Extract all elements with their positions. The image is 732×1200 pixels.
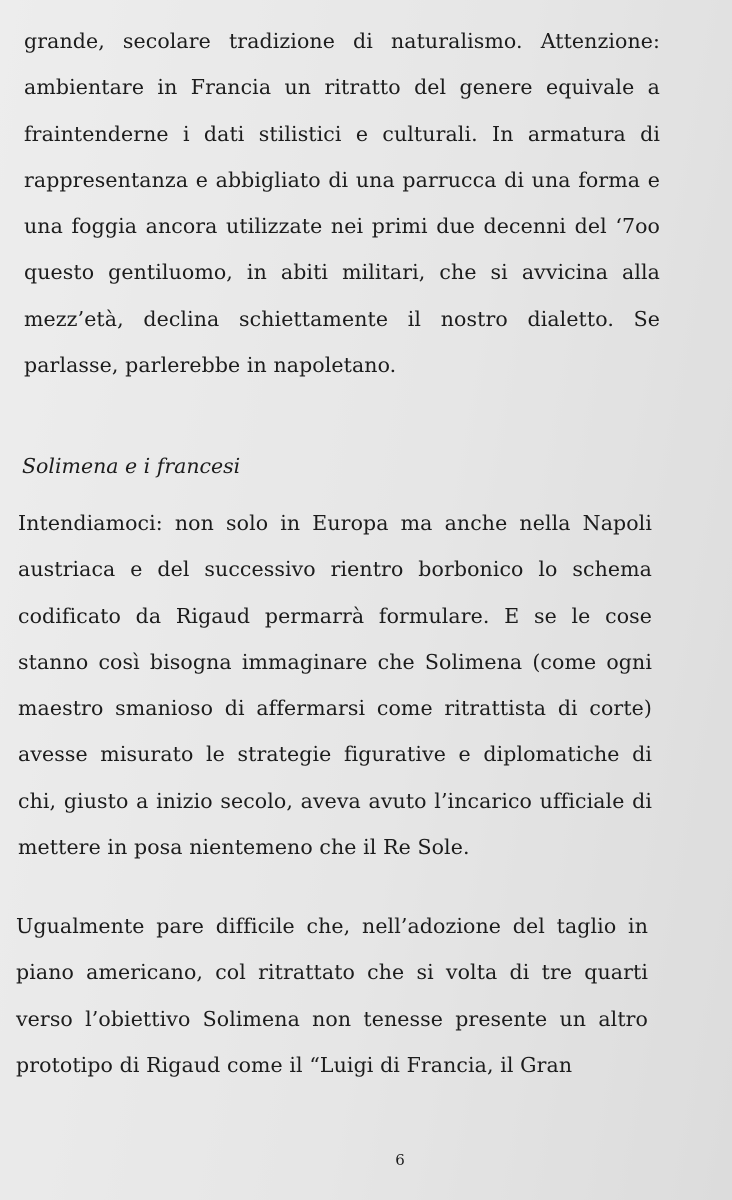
body-paragraph: Ugualmente pare difficile che, nell’adozione del taglio in piano americano, col ritrattato che si volta di tre quarti verso l’obiettivo Solimena non tenesse presente un altro prototipo di Rigaud come il “Luigi di Francia, il Gran [16, 914, 648, 1077]
section-heading: Solimena e i francesi [22, 454, 241, 478]
page-number: 6 [395, 1151, 405, 1169]
body-paragraph: grande, secolare tradizione di naturalismo. Attenzione: ambientare in Francia un ritratto del genere equivale a fraintenderne i dati stilistici e culturali. In armatura di rappresentanza e abbigliato di una parrucca di una forma e una foggia ancora utilizzate nei primi due decenni del ‘7oo questo gentiluomo, in abiti militari, che si avvicina alla mezz’età, declina schiettamente il nostro dialetto. Se parlasse, parlerebbe in napoletano. [24, 29, 660, 378]
body-paragraph: Intendiamoci: non solo in Europa ma anche nella Napoli austriaca e del successivo rientro borbonico lo schema codificato da Rigaud permarrà formulare. E se le cose stanno così bisogna immaginare che Solimena (come ogni maestro smanioso di affermarsi come ritrattista di corte) avesse misurato le strategie figurative e diplomatiche di chi, giusto a inizio secolo, aveva avuto l’incarico ufficiale di mettere in posa nientemeno che il Re Sole. [18, 511, 652, 860]
